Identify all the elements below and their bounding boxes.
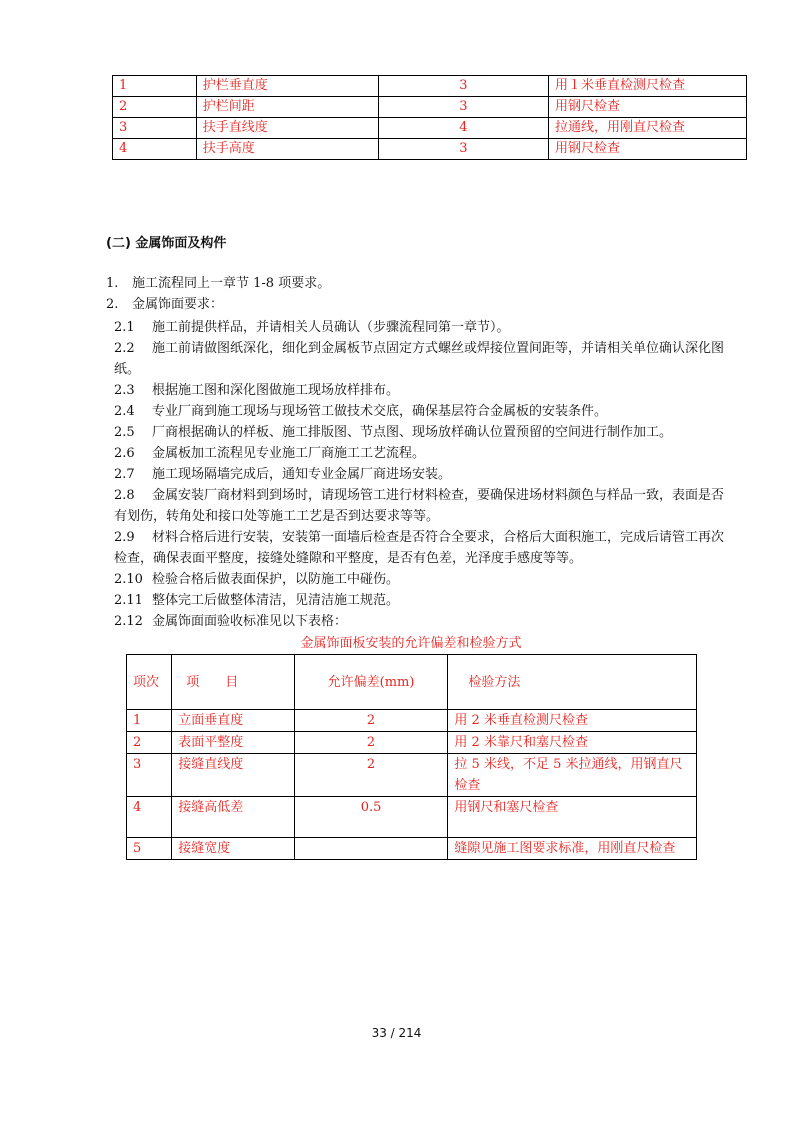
table-cell-index: 5 — [127, 838, 172, 860]
sub-item — [114, 443, 726, 464]
sub-item — [114, 464, 726, 485]
sub-item-text: 材料合格后进行安装，安装第一面墙后检查是否符合全要求，合格后大面积施工，完成后请管工再次检查，确保表面平整度，接缝处缝隙和平整度，是否有色差，光泽度手感度等等。 — [114, 530, 725, 566]
table-cell-index: 4 — [127, 797, 172, 838]
table-cell-index: 3 — [113, 118, 197, 139]
table-cell-tolerance — [294, 838, 448, 860]
table-cell-method: 用 2 米垂直检测尺检查 — [448, 710, 697, 732]
sub-item-text: 施工前提供样品，并请相关人员确认（步骤流程同第一章节）。 — [152, 320, 510, 335]
table-row — [127, 754, 697, 797]
table-caption: 金属饰面板安装的允许偏差和检验方式 — [300, 636, 522, 651]
table-cell-item: 接缝直线度 — [172, 754, 294, 797]
sub-item — [114, 317, 726, 338]
sub-item-number: 2.4 — [114, 404, 135, 419]
table-cell-method: 缝隙见施工图要求标准，用刚直尺检查 — [448, 838, 697, 860]
list-item — [106, 294, 223, 315]
sub-item-text: 金属安装厂商材料到到场时，请现场管工进行材料检查，要确保进场材料颜色与样品一致，表面是否有划伤，转角处和接口处等施工工艺是否到达要求等等。 — [114, 488, 725, 524]
table-row — [113, 76, 747, 97]
sub-item-number: 2.9 — [114, 530, 135, 545]
sub-item — [114, 485, 726, 527]
sub-item — [114, 569, 726, 590]
table-cell-tolerance: 3 — [378, 76, 548, 97]
table-cell-tolerance: 2 — [294, 710, 448, 732]
table-cell-method: 用钢尺检查 — [548, 139, 746, 160]
table-row — [127, 797, 697, 838]
table-cell-method: 用钢尺和塞尺检查 — [448, 797, 697, 838]
sub-item — [114, 590, 726, 611]
sub-item-number: 2.7 — [114, 467, 135, 482]
railing-tolerance-table — [112, 75, 747, 160]
table-header-item: 项 目 — [172, 655, 294, 710]
sub-item-number: 2.1 — [114, 320, 135, 335]
table-cell-item: 护栏间距 — [196, 97, 378, 118]
table-row — [127, 732, 697, 754]
table-cell-item: 接缝宽度 — [172, 838, 294, 860]
sub-item — [114, 338, 726, 380]
sub-item-number: 2.11 — [114, 593, 143, 608]
table-header-method: 检验方法 — [448, 655, 697, 710]
table-cell-index: 1 — [113, 76, 197, 97]
list-item-text: 施工流程同上一章节 1-8 项要求。 — [132, 276, 331, 291]
sub-item — [114, 527, 726, 569]
table-cell-tolerance: 2 — [294, 754, 448, 797]
table-header-index: 项次 — [127, 655, 172, 710]
table-cell-method: 用１米垂直检测尺检查 — [548, 76, 746, 97]
table-cell-item: 表面平整度 — [172, 732, 294, 754]
list-item — [106, 273, 330, 294]
sub-item-text: 专业厂商到施工现场与现场管工做技术交底，确保基层符合金属板的安装条件。 — [152, 404, 608, 419]
table-row — [113, 139, 747, 160]
sub-item-text: 施工前请做图纸深化，细化到金属板节点固定方式螺丝或焊接位置间距等，并请相关单位确认深化图纸。 — [114, 341, 725, 377]
table-header-row — [127, 655, 697, 710]
sub-item-text: 厂商根据确认的样板、施工排版图、节点图、现场放样确认位置预留的空间进行制作加工。 — [152, 425, 673, 440]
table-row — [127, 838, 697, 860]
section-title: (二) 金属饰面及构件 — [106, 236, 227, 251]
table-cell-index: 3 — [127, 754, 172, 797]
sub-item-number: 2.2 — [114, 341, 135, 356]
table-cell-method: 拉 5 米线，不足 5 米拉通线，用钢直尺检查 — [448, 754, 697, 797]
sub-item-text: 整体完工后做整体清洁，见清洁施工规范。 — [152, 593, 400, 608]
table-cell-item: 扶手高度 — [196, 139, 378, 160]
sub-item-number: 2.3 — [114, 383, 135, 398]
sub-item — [114, 422, 726, 443]
list-item-text: 金属饰面要求： — [132, 297, 224, 312]
table-cell-method: 用钢尺检查 — [548, 97, 746, 118]
metal-panel-tolerance-table — [126, 654, 697, 860]
table-cell-tolerance: 3 — [378, 97, 548, 118]
sub-item-number: 2.10 — [114, 572, 143, 587]
sub-item-text: 根据施工图和深化图做施工现场放样排布。 — [152, 383, 400, 398]
sub-item — [114, 401, 726, 422]
sub-item-number: 2.5 — [114, 425, 135, 440]
list-item-number: 2. — [106, 297, 119, 312]
sub-item — [114, 380, 726, 401]
table-cell-tolerance: 3 — [378, 139, 548, 160]
sub-item-text: 金属饰面面验收标准见以下表格： — [152, 614, 348, 629]
table-row — [127, 710, 697, 732]
sub-item-text: 检验合格后做表面保护，以防施工中碰伤。 — [152, 572, 400, 587]
table-row — [113, 97, 747, 118]
table-cell-tolerance: 4 — [378, 118, 548, 139]
table-cell-method: 用 2 米靠尺和塞尺检查 — [448, 732, 697, 754]
page-number: 33 / 214 — [371, 1026, 422, 1040]
table-cell-item: 接缝高低差 — [172, 797, 294, 838]
railing-tolerance-table-body — [113, 76, 747, 160]
table-header-tolerance: 允许偏差(mm) — [294, 655, 448, 710]
metal-panel-tolerance-table-body — [127, 655, 697, 860]
table-cell-tolerance: 0.5 — [294, 797, 448, 838]
table-cell-item: 护栏垂直度 — [196, 76, 378, 97]
table-cell-tolerance: 2 — [294, 732, 448, 754]
sub-item-number: 2.8 — [114, 488, 135, 503]
table-cell-index: 1 — [127, 710, 172, 732]
table-cell-index: 2 — [113, 97, 197, 118]
sub-item-number: 2.6 — [114, 446, 135, 461]
table-cell-index: 2 — [127, 732, 172, 754]
sub-item — [114, 611, 726, 632]
table-cell-method: 拉通线，用刚直尺检查 — [548, 118, 746, 139]
table-cell-index: 4 — [113, 139, 197, 160]
sub-item-text: 施工现场隔墙完成后，通知专业金属厂商进场安装。 — [152, 467, 452, 482]
table-cell-item: 扶手直线度 — [196, 118, 378, 139]
table-cell-item: 立面垂直度 — [172, 710, 294, 732]
table-row — [113, 118, 747, 139]
sub-item-text: 金属板加工流程见专业施工厂商施工工艺流程。 — [152, 446, 426, 461]
list-item-number: 1. — [106, 276, 119, 291]
sub-item-number: 2.12 — [114, 614, 143, 629]
